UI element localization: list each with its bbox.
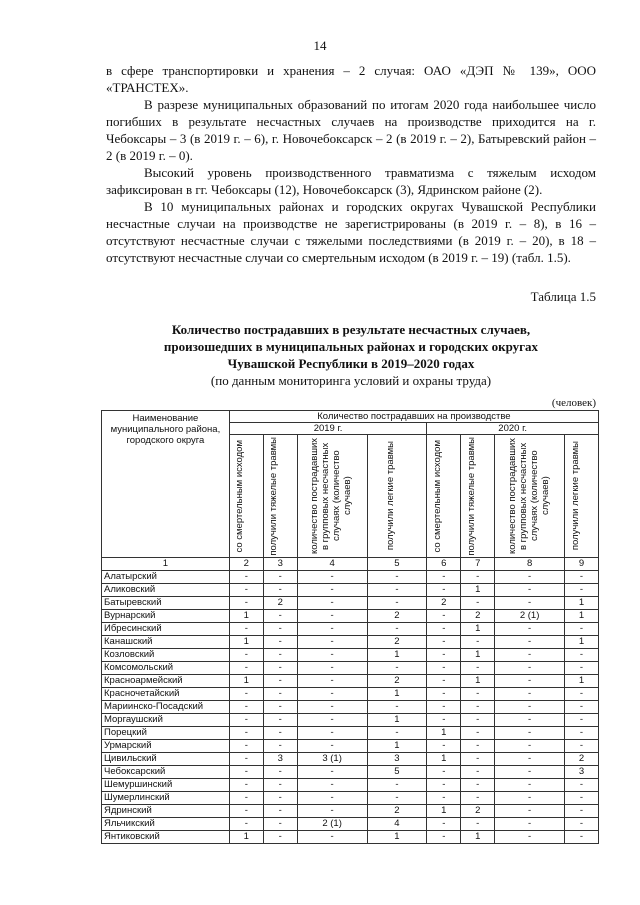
value-cell: - bbox=[229, 571, 263, 584]
column-number: 7 bbox=[461, 558, 495, 571]
value-cell: - bbox=[229, 649, 263, 662]
value-cell: - bbox=[495, 597, 565, 610]
value-cell: - bbox=[565, 779, 599, 792]
column-number: 1 bbox=[102, 558, 230, 571]
column-number: 5 bbox=[367, 558, 427, 571]
value-cell: 3 bbox=[367, 753, 427, 766]
value-cell: 5 bbox=[367, 766, 427, 779]
value-cell: 1 bbox=[367, 649, 427, 662]
value-cell: - bbox=[427, 571, 461, 584]
value-cell: - bbox=[565, 727, 599, 740]
value-cell: - bbox=[297, 675, 367, 688]
header-year-2019: 2019 г. bbox=[229, 423, 426, 435]
paragraph: Высокий уровень производственного травматизма с тяжелым исходом зафиксирован в гг. Чебоксары (12), Новочебоксарск (3), Ядринском районе (2). bbox=[106, 165, 596, 197]
value-cell: - bbox=[297, 623, 367, 636]
value-cell: - bbox=[427, 584, 461, 597]
column-number: 9 bbox=[565, 558, 599, 571]
value-cell: 1 bbox=[461, 584, 495, 597]
table-row bbox=[102, 818, 599, 831]
header-fatal-2019: со смертельным исходом bbox=[229, 435, 263, 558]
value-cell: - bbox=[297, 597, 367, 610]
value-cell: - bbox=[263, 636, 297, 649]
value-cell: - bbox=[263, 779, 297, 792]
value-cell: - bbox=[263, 818, 297, 831]
value-cell: 1 bbox=[367, 714, 427, 727]
value-cell: - bbox=[297, 636, 367, 649]
value-cell: 1 bbox=[565, 597, 599, 610]
value-cell: 2 bbox=[461, 610, 495, 623]
table-row bbox=[102, 766, 599, 779]
district-name-cell: Шумерлинский bbox=[102, 792, 230, 805]
value-cell: 3 bbox=[565, 766, 599, 779]
value-cell: - bbox=[461, 636, 495, 649]
value-cell: - bbox=[263, 675, 297, 688]
value-cell: - bbox=[461, 662, 495, 675]
value-cell: 2 (1) bbox=[297, 818, 367, 831]
value-cell: - bbox=[297, 792, 367, 805]
value-cell: - bbox=[461, 740, 495, 753]
table-number: Таблица 1.5 bbox=[530, 289, 596, 304]
value-cell: - bbox=[427, 740, 461, 753]
value-cell: 1 bbox=[229, 610, 263, 623]
value-cell: 2 (1) bbox=[495, 610, 565, 623]
district-name-cell: Аликовский bbox=[102, 584, 230, 597]
value-cell: - bbox=[495, 727, 565, 740]
value-cell: - bbox=[229, 805, 263, 818]
value-cell: - bbox=[427, 662, 461, 675]
district-name-cell: Красночетайский bbox=[102, 688, 230, 701]
body-text bbox=[106, 62, 596, 266]
district-name-cell: Чебоксарский bbox=[102, 766, 230, 779]
value-cell: - bbox=[495, 688, 565, 701]
value-cell: - bbox=[427, 610, 461, 623]
value-cell: - bbox=[495, 818, 565, 831]
table-row bbox=[102, 792, 599, 805]
value-cell: - bbox=[229, 818, 263, 831]
table-unit: (человек) bbox=[551, 397, 596, 409]
value-cell: - bbox=[229, 779, 263, 792]
value-cell: - bbox=[427, 831, 461, 844]
value-cell: - bbox=[461, 779, 495, 792]
table-row bbox=[102, 675, 599, 688]
value-cell: - bbox=[297, 714, 367, 727]
district-name-cell: Цивильский bbox=[102, 753, 230, 766]
district-name-cell: Мариинско-Посадский bbox=[102, 701, 230, 714]
value-cell: - bbox=[495, 636, 565, 649]
table-row bbox=[102, 584, 599, 597]
table-row bbox=[102, 662, 599, 675]
value-cell: - bbox=[495, 675, 565, 688]
value-cell: - bbox=[565, 649, 599, 662]
value-cell: - bbox=[427, 636, 461, 649]
value-cell: 1 bbox=[229, 636, 263, 649]
value-cell: - bbox=[495, 701, 565, 714]
table-row bbox=[102, 688, 599, 701]
value-cell: - bbox=[367, 727, 427, 740]
value-cell: - bbox=[565, 792, 599, 805]
value-cell: - bbox=[297, 610, 367, 623]
value-cell: - bbox=[367, 571, 427, 584]
value-cell: - bbox=[495, 805, 565, 818]
table-title-line: произошедших в муниципальных районах и городских округах bbox=[163, 339, 539, 354]
value-cell: 1 bbox=[427, 727, 461, 740]
value-cell: 3 bbox=[263, 753, 297, 766]
table-title bbox=[106, 321, 596, 389]
value-cell: - bbox=[263, 831, 297, 844]
value-cell: 1 bbox=[367, 831, 427, 844]
district-name-cell: Порецкий bbox=[102, 727, 230, 740]
value-cell: 2 bbox=[263, 597, 297, 610]
value-cell: 1 bbox=[427, 753, 461, 766]
value-cell: - bbox=[495, 779, 565, 792]
value-cell: 1 bbox=[229, 675, 263, 688]
value-cell: 2 bbox=[565, 753, 599, 766]
value-cell: - bbox=[229, 753, 263, 766]
district-name-cell: Яльчикский bbox=[102, 818, 230, 831]
value-cell: - bbox=[229, 727, 263, 740]
value-cell: - bbox=[263, 649, 297, 662]
value-cell: - bbox=[427, 649, 461, 662]
value-cell: - bbox=[495, 662, 565, 675]
header-severe-2020: получили тяжелые травмы bbox=[461, 435, 495, 558]
value-cell: - bbox=[461, 597, 495, 610]
value-cell: - bbox=[495, 584, 565, 597]
paragraph: В разрезе муниципальных образований по итогам 2020 года наибольшее число погибших в результате несчастных случаев на производстве приходится на г. Чебоксары – 3 (в 2019 г. – 6), г. Новочебоксарск – 2 (в 2019 г. – 2), Батыревский район – 2 (в 2019 г. – 0). bbox=[106, 97, 596, 163]
value-cell: 2 bbox=[461, 805, 495, 818]
table-row bbox=[102, 740, 599, 753]
value-cell: - bbox=[297, 831, 367, 844]
value-cell: - bbox=[495, 766, 565, 779]
value-cell: - bbox=[565, 623, 599, 636]
value-cell: - bbox=[263, 805, 297, 818]
table-row bbox=[102, 831, 599, 844]
table-row bbox=[102, 597, 599, 610]
table-row bbox=[102, 805, 599, 818]
value-cell: - bbox=[565, 805, 599, 818]
value-cell: - bbox=[495, 714, 565, 727]
value-cell: 1 bbox=[461, 623, 495, 636]
value-cell: 1 bbox=[427, 805, 461, 818]
table-row bbox=[102, 727, 599, 740]
value-cell: - bbox=[229, 597, 263, 610]
value-cell: 1 bbox=[367, 688, 427, 701]
value-cell: 1 bbox=[565, 636, 599, 649]
value-cell: - bbox=[263, 714, 297, 727]
value-cell: - bbox=[565, 584, 599, 597]
value-cell: - bbox=[297, 649, 367, 662]
value-cell: - bbox=[297, 688, 367, 701]
header-group: Количество пострадавших на производстве bbox=[229, 411, 598, 423]
table-row bbox=[102, 701, 599, 714]
district-name-cell: Ибресинский bbox=[102, 623, 230, 636]
value-cell: - bbox=[495, 831, 565, 844]
value-cell: - bbox=[297, 740, 367, 753]
district-name-cell: Красноармейский bbox=[102, 675, 230, 688]
value-cell: - bbox=[367, 584, 427, 597]
value-cell: - bbox=[495, 740, 565, 753]
value-cell: - bbox=[461, 766, 495, 779]
column-number: 6 bbox=[427, 558, 461, 571]
table-row bbox=[102, 610, 599, 623]
value-cell: - bbox=[461, 714, 495, 727]
value-cell: - bbox=[367, 597, 427, 610]
value-cell: - bbox=[427, 792, 461, 805]
value-cell: 1 bbox=[367, 740, 427, 753]
value-cell: - bbox=[461, 688, 495, 701]
value-cell: - bbox=[461, 818, 495, 831]
value-cell: - bbox=[297, 727, 367, 740]
value-cell: - bbox=[297, 662, 367, 675]
table-row bbox=[102, 714, 599, 727]
column-number-row bbox=[102, 558, 599, 571]
value-cell: - bbox=[427, 623, 461, 636]
value-cell: - bbox=[427, 675, 461, 688]
value-cell: - bbox=[565, 818, 599, 831]
district-name-cell: Урмарский bbox=[102, 740, 230, 753]
value-cell: - bbox=[297, 571, 367, 584]
value-cell: - bbox=[427, 779, 461, 792]
column-number: 8 bbox=[495, 558, 565, 571]
column-number: 2 bbox=[229, 558, 263, 571]
table-body bbox=[102, 558, 599, 844]
district-name-cell: Козловский bbox=[102, 649, 230, 662]
value-cell: 1 bbox=[229, 831, 263, 844]
injury-table bbox=[101, 410, 599, 844]
value-cell: - bbox=[495, 623, 565, 636]
value-cell: 3 (1) bbox=[297, 753, 367, 766]
value-cell: - bbox=[367, 662, 427, 675]
value-cell: - bbox=[367, 792, 427, 805]
table-title-line: Чувашской Республики в 2019–2020 годах bbox=[227, 356, 475, 371]
value-cell: - bbox=[229, 740, 263, 753]
value-cell: - bbox=[263, 727, 297, 740]
value-cell: 2 bbox=[367, 610, 427, 623]
table-subtitle: (по данным мониторинга условий и охраны труда) bbox=[210, 373, 492, 388]
value-cell: - bbox=[297, 766, 367, 779]
table-row bbox=[102, 636, 599, 649]
value-cell: - bbox=[367, 701, 427, 714]
header-group-2019: количество пострадавших в групповых несчастных случаях (количество случаев) bbox=[297, 435, 367, 558]
value-cell: - bbox=[565, 831, 599, 844]
value-cell: - bbox=[427, 766, 461, 779]
value-cell: - bbox=[229, 714, 263, 727]
value-cell: - bbox=[229, 792, 263, 805]
value-cell: 2 bbox=[427, 597, 461, 610]
value-cell: - bbox=[229, 662, 263, 675]
header-severe-2019: получили тяжелые травмы bbox=[263, 435, 297, 558]
value-cell: - bbox=[495, 792, 565, 805]
value-cell: - bbox=[461, 701, 495, 714]
value-cell: - bbox=[263, 610, 297, 623]
value-cell: - bbox=[263, 571, 297, 584]
header-year-2020: 2020 г. bbox=[427, 423, 599, 435]
header-light-2019: получили легкие травмы bbox=[367, 435, 427, 558]
paragraph: В 10 муниципальных районах и городских округах Чувашской Республики несчастные случаи на производстве не зарегистрированы (в 2019 г. – 8), в 16 – отсутствуют несчастные случаи с тяжелыми последствиями (в 2019 г. – 20), в 18 – отсутствуют несчастные случаи со смертельным исходом (в 2019 г. – 19) (табл. 1.5). bbox=[106, 199, 596, 265]
header-fatal-2020: со смертельным исходом bbox=[427, 435, 461, 558]
value-cell: - bbox=[263, 740, 297, 753]
district-name-cell: Янтиковский bbox=[102, 831, 230, 844]
value-cell: - bbox=[427, 701, 461, 714]
district-name-cell: Моргаушский bbox=[102, 714, 230, 727]
header-name-column: Наименование муниципального района, городского округа bbox=[102, 411, 230, 558]
value-cell: - bbox=[461, 753, 495, 766]
value-cell: 1 bbox=[461, 675, 495, 688]
value-cell: - bbox=[461, 571, 495, 584]
value-cell: - bbox=[427, 714, 461, 727]
page-number: 14 bbox=[313, 38, 327, 53]
value-cell: - bbox=[297, 701, 367, 714]
value-cell: - bbox=[565, 740, 599, 753]
value-cell: 4 bbox=[367, 818, 427, 831]
value-cell: - bbox=[297, 805, 367, 818]
value-cell: 2 bbox=[367, 805, 427, 818]
value-cell: - bbox=[495, 571, 565, 584]
table-row bbox=[102, 779, 599, 792]
table-row bbox=[102, 623, 599, 636]
value-cell: - bbox=[263, 688, 297, 701]
column-number: 4 bbox=[297, 558, 367, 571]
value-cell: - bbox=[495, 649, 565, 662]
value-cell: 2 bbox=[367, 675, 427, 688]
value-cell: - bbox=[565, 688, 599, 701]
value-cell: - bbox=[229, 623, 263, 636]
value-cell: - bbox=[263, 766, 297, 779]
district-name-cell: Алатырский bbox=[102, 571, 230, 584]
header-group-2020: количество пострадавших в групповых несчастных случаях (количество случаев) bbox=[495, 435, 565, 558]
value-cell: - bbox=[263, 584, 297, 597]
value-cell: - bbox=[297, 584, 367, 597]
column-number: 3 bbox=[263, 558, 297, 571]
value-cell: - bbox=[229, 688, 263, 701]
value-cell: 1 bbox=[565, 675, 599, 688]
value-cell: 1 bbox=[461, 649, 495, 662]
district-name-cell: Канашский bbox=[102, 636, 230, 649]
value-cell: 1 bbox=[565, 610, 599, 623]
value-cell: - bbox=[367, 623, 427, 636]
value-cell: - bbox=[263, 623, 297, 636]
value-cell: - bbox=[495, 753, 565, 766]
value-cell: 2 bbox=[367, 636, 427, 649]
value-cell: - bbox=[229, 701, 263, 714]
value-cell: - bbox=[565, 701, 599, 714]
value-cell: - bbox=[229, 584, 263, 597]
value-cell: - bbox=[263, 701, 297, 714]
value-cell: - bbox=[427, 818, 461, 831]
value-cell: - bbox=[565, 714, 599, 727]
district-name-cell: Ядринский bbox=[102, 805, 230, 818]
value-cell: - bbox=[461, 727, 495, 740]
district-name-cell: Батыревский bbox=[102, 597, 230, 610]
paragraph: в сфере транспортировки и хранения – 2 случая: ОАО «ДЭП № 139», ООО «ТРАНСТЕХ». bbox=[106, 63, 596, 95]
table-title-line: Количество пострадавших в результате несчастных случаев, bbox=[171, 322, 531, 337]
district-name-cell: Шемуршинский bbox=[102, 779, 230, 792]
value-cell: - bbox=[565, 571, 599, 584]
value-cell: - bbox=[427, 688, 461, 701]
value-cell: 1 bbox=[461, 831, 495, 844]
value-cell: - bbox=[263, 662, 297, 675]
district-name-cell: Вурнарский bbox=[102, 610, 230, 623]
value-cell: - bbox=[297, 779, 367, 792]
table-row bbox=[102, 649, 599, 662]
table-row bbox=[102, 753, 599, 766]
value-cell: - bbox=[229, 766, 263, 779]
value-cell: - bbox=[461, 792, 495, 805]
value-cell: - bbox=[565, 662, 599, 675]
district-name-cell: Комсомольский bbox=[102, 662, 230, 675]
header-light-2020: получили легкие травмы bbox=[565, 435, 599, 558]
value-cell: - bbox=[367, 779, 427, 792]
table-row bbox=[102, 571, 599, 584]
value-cell: - bbox=[263, 792, 297, 805]
